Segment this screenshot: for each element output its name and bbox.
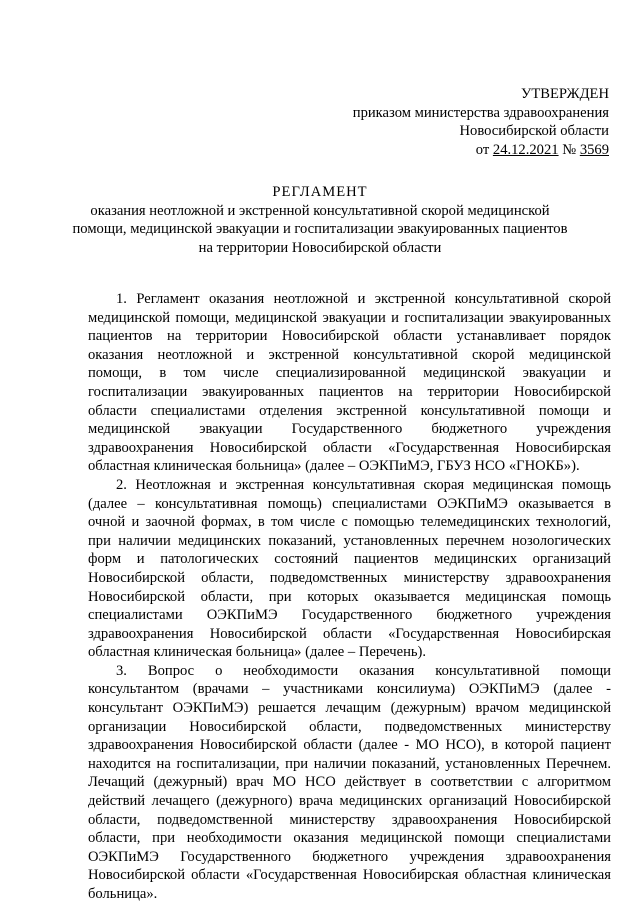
number-prefix: № bbox=[562, 141, 577, 158]
paragraph-line: действий лечащего (дежурного) врача медицинских организаций Новосибирской bbox=[88, 793, 611, 810]
paragraph-line: очной и заочной формах, в том числе с помощью телемедицинских технологий, bbox=[88, 514, 611, 531]
paragraph-line: при наличии медицинских показаний, установленных перечнем нозологических bbox=[88, 532, 611, 549]
paragraph-line: медицинской помощи, медицинской эвакуации и госпитализации эвакуированных bbox=[88, 309, 611, 326]
paragraph-line: медицинской эвакуации Государственного бюджетного учреждения bbox=[88, 421, 611, 438]
paragraph-line: консультантом (врачами – участниками консилиума) ОЭКПиМЭ (далее - bbox=[88, 681, 611, 698]
approval-line-2: Новосибирской области bbox=[459, 123, 609, 140]
subtitle-line: помощи, медицинской эвакуации и госпитализации эвакуированных пациентов bbox=[72, 221, 568, 238]
paragraph-line: форм и патологических состояний пациентов медицинских организаций bbox=[88, 551, 611, 568]
paragraph-line: Новосибирской области, подведомственных министерству здравоохранения bbox=[88, 569, 611, 586]
paragraph-3 bbox=[88, 662, 611, 904]
order-date: 24.12.2021 bbox=[492, 141, 559, 158]
paragraph-line: находится на госпитализации, при наличии показаний, установленных Перечнем. bbox=[88, 755, 611, 772]
paragraph-line: специалистами ОЭКПиМЭ Государственного бюджетного учреждения bbox=[88, 607, 611, 624]
paragraph-line: 2. Неотложная и экстренная консультативная скорая медицинская помощь bbox=[116, 476, 611, 493]
paragraph-line: больница». bbox=[88, 886, 158, 902]
paragraph-line: областная клиническая больница» (далее – Перечень). bbox=[88, 644, 427, 661]
paragraph-line: Новосибирской области «Государственная Новосибирская областная клиническая bbox=[88, 867, 611, 884]
paragraph-line: здравоохранения Новосибирской области «Государственная Новосибирская bbox=[88, 439, 611, 456]
paragraph-line: ОЭКПиМЭ Государственного бюджетного учреждения здравоохранения bbox=[88, 848, 611, 865]
approval-block bbox=[353, 85, 609, 159]
paragraph-line: пациентов на территории Новосибирской области устанавливает порядок bbox=[88, 328, 611, 345]
paragraph-line: госпитализации эвакуированных пациентов на территории Новосибирской bbox=[88, 383, 611, 400]
paragraph-line: здравоохранения Новосибирской области «Государственная Новосибирская bbox=[88, 625, 611, 642]
date-prefix: от bbox=[475, 141, 490, 158]
subtitle-line: оказания неотложной и экстренной консультативной скорой медицинской bbox=[90, 202, 550, 219]
paragraph-1 bbox=[88, 290, 611, 476]
paragraph-line: Новосибирской области, при которых оказывается медицинская помощь bbox=[88, 588, 611, 605]
paragraph-line: оказания неотложной и экстренной консультативной скорой медицинской bbox=[88, 346, 611, 363]
paragraph-line: организации Новосибирской области, подведомственных министерству bbox=[88, 718, 611, 735]
subtitle-line: на территории Новосибирской области bbox=[198, 239, 442, 256]
approval-heading: УТВЕРЖДЕН bbox=[521, 86, 609, 102]
paragraph-line: консультант ОЭКПиМЭ) решается лечащим (дежурным) врачом медицинской bbox=[88, 700, 611, 717]
paragraph-line: Лечащий (дежурный) врач МО НСО действует в соответствии с алгоритмом bbox=[88, 774, 611, 791]
paragraph-2 bbox=[88, 476, 611, 662]
paragraph-line: области специалистами отделения экстренной консультативной помощи и bbox=[88, 402, 611, 419]
paragraph-line: помощи, в том числе специализированной медицинской эвакуации и bbox=[88, 365, 611, 382]
document-title: РЕГЛАМЕНТ bbox=[272, 184, 368, 200]
document-body bbox=[88, 290, 611, 904]
document-heading bbox=[40, 183, 600, 257]
paragraph-line: 3. Вопрос о необходимости оказания консультативной помощи bbox=[116, 662, 611, 679]
paragraph-line: здравоохранения Новосибирской области (далее - МО НСО), в которой пациент bbox=[88, 737, 611, 754]
approval-order-line bbox=[353, 141, 609, 160]
paragraph-line: области, подведомственной министерству здравоохранения Новосибирской bbox=[88, 811, 611, 828]
approval-line-1: приказом министерства здравоохранения bbox=[352, 104, 609, 121]
paragraph-line: (далее – консультативная помощь) специалистами ОЭКПиМЭ оказывается в bbox=[88, 495, 611, 512]
paragraph-line: областная клиническая больница» (далее – ОЭКПиМЭ, ГБУЗ НСО «ГНОКБ»). bbox=[88, 458, 580, 475]
paragraph-line: 1. Регламент оказания неотложной и экстренной консультативной скорой bbox=[116, 291, 611, 307]
paragraph-line: области, при необходимости оказания медицинской помощи специалистами bbox=[88, 830, 611, 847]
order-number: 3569 bbox=[579, 141, 609, 158]
